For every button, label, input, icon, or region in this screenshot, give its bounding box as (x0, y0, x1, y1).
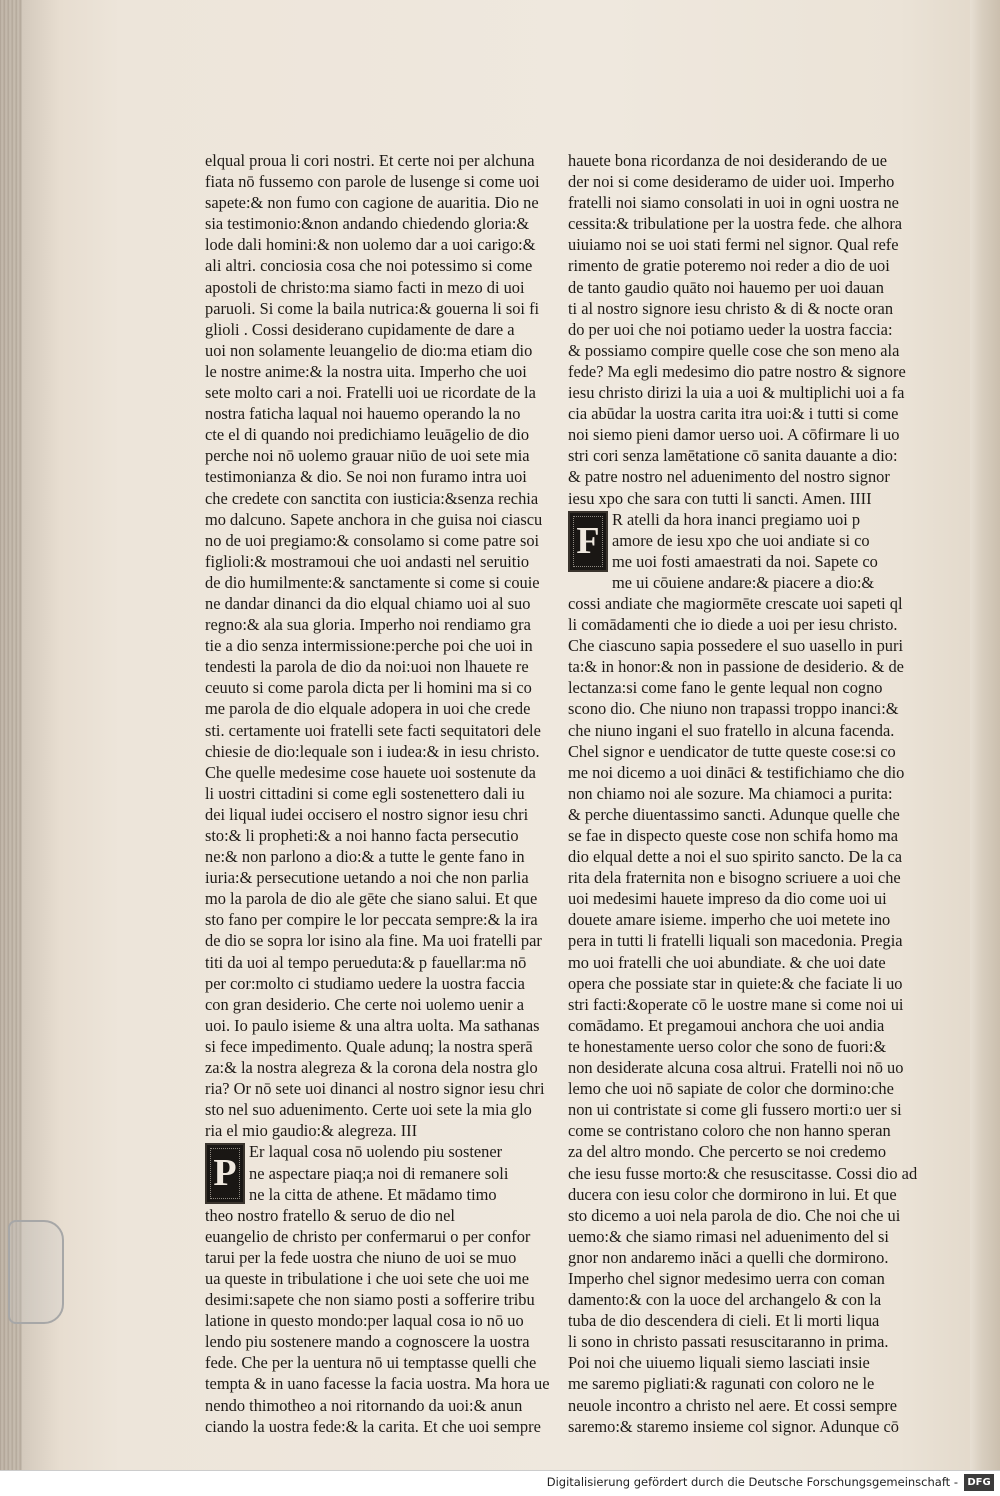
text-line: ria el mio gaudio:& alegreza. III (205, 1121, 418, 1141)
text-line: pera in tutti li fratelli liquali son macedonia. Pregia (568, 931, 903, 951)
text-line: douete amare isieme. imperho che uoi metete ino (568, 910, 891, 930)
text-line: sia testimonio:&non andando chiedendo gloria:& (205, 214, 530, 234)
text-line: li sono in christo passati resuscitaranno in prima. (568, 1332, 889, 1352)
text-line: Poi noi che uiuemo liquali siemo lasciati insie (568, 1353, 870, 1373)
text-line: mo dalcuno. Sapete anchora in che guisa noi ciascu (205, 509, 543, 529)
text-line: uoi medesimi hauete impreso da dio come uoi ui (568, 889, 887, 909)
text-line: za del altro mondo. Che percerto se noi credemo (568, 1142, 887, 1162)
text-line: titi da uoi al tempo perueduta:& p fauellar:ma nō (205, 952, 527, 972)
text-line: ti al nostro signore iesu christo & di & nocte oran (568, 298, 894, 318)
text-line: cia abūdar la uostra carita itra uoi:& i tutti si come (568, 404, 899, 424)
text-line: comādamo. Et pregamoui anchora che uoi andia (568, 1015, 885, 1035)
text-line: amore de iesu xpo che uoi andiate si co (612, 530, 870, 550)
text-line: sti. certamente uoi fratelli sete facti sequitatori dele (205, 720, 541, 740)
text-line: glioli . Cossi desiderano cupidamente de dare a (205, 319, 515, 339)
text-line: ne dandar dinanci da dio elqual chiamo uoi al suo (205, 593, 531, 613)
text-line: uoi. Io paulo isieme & una altra uolta. Ma sathanas (205, 1015, 540, 1035)
text-line: sete molto cari a noi. Fratelli uoi ue ricordate de la (205, 383, 536, 403)
dfg-logo: DFG (964, 1474, 994, 1491)
text-line: lendo piu sostenere mando a cognoscere la uostra (205, 1332, 530, 1352)
right-chapter-start (568, 509, 918, 593)
text-line: lectanza:si come fano le gente lequal non cogno (568, 678, 883, 698)
text-line: uemo:& che siamo rimasi nel aduenimento del si (568, 1226, 889, 1246)
left-column-continuation (205, 1205, 555, 1437)
text-line: ua queste in tribulatione i che uoi sete che uoi me (205, 1268, 530, 1288)
text-line: nendo thimotheo a noi ritornando da uoi:& anun (205, 1395, 523, 1415)
text-line: sapete:& non fumo con cagione de auaritia. Dio ne (205, 193, 539, 213)
text-line: Che ciascuno sapia possedere el suo uasello in puri (568, 636, 904, 656)
text-line: che iesu fusse morto:& che resuscitasse. Cossi dio ad (568, 1163, 918, 1183)
text-line: neuole incontro a christo nel aere. Et cossi sempre (568, 1395, 898, 1415)
right-initial-lines (612, 509, 918, 593)
text-line: cte el di quando noi predichiamo leuāgelio de dio (205, 425, 530, 445)
text-line: me parola de dio elquale adopera in uoi che crede (205, 699, 531, 719)
text-line: gnor non andaremo inăci a quelli che dormirono. (568, 1247, 889, 1267)
text-line: cossi andiate che magiormēte crescate uoi sapeti ql (568, 593, 903, 613)
text-line: iesu christo dirizi la uia a uoi & multiplichi uoi a fa (568, 383, 905, 403)
text-line: fiata nō fussemo con parole de lusenge si come uoi (205, 172, 540, 192)
text-line: chiesie de dio:lequale son i iudea:& in iesu christo. (205, 741, 540, 761)
text-line: ducera con iesu color che dormirono in lui. Et que (568, 1184, 897, 1204)
text-line: fede? Ma egli medesimo dio patre nostro & signore (568, 361, 906, 381)
text-line: latione in questo mondo:per laqual cosa io nō uo (205, 1311, 524, 1331)
text-line: desimi:sapete che non siamo posti a sofferire tribu (205, 1290, 535, 1310)
text-line: tendesti la parola de dio da noi:uoi non lhauete re (205, 657, 529, 677)
text-line: euangelio de christo per confermarui o per confor (205, 1226, 531, 1246)
text-line: regno:& ala sua gloria. Imperho noi rendiamo gra (205, 615, 531, 635)
text-line: Imperho chel signor medesimo uerra con coman (568, 1268, 885, 1288)
text-line: ria? Or nō sete uoi dinanci al nostro signor iesu chri (205, 1079, 545, 1099)
decorated-initial-letter: P (205, 1143, 245, 1204)
text-line: le nostre anime:& la nostra uita. Imperho che uoi (205, 361, 527, 381)
text-line: apostoli de christo:ma siamo facti in mezo di uoi (205, 277, 525, 297)
text-line: li uostri cittadini si come egli sostenettero dali iu (205, 783, 525, 803)
text-line: ne la citta de athene. Et mādamo timo (249, 1184, 497, 1204)
text-line: me noi dicemo a uoi dināci & testifichiamo che dio (568, 762, 905, 782)
text-line: hauete bona ricordanza de noi desiderando de ue (568, 151, 888, 170)
text-line: ne:& non parlono a dio:& a tutte le gente fano in (205, 847, 525, 867)
right-column-continuation (568, 593, 918, 1437)
text-line: de dio se sopra lor isino ala fine. Ma uoi fratelli par (205, 931, 542, 951)
text-line: come se contristano coloro che non hanno speran (568, 1121, 891, 1141)
text-line: de dio humilmente:& sanctamente si come si couie (205, 572, 540, 592)
text-line: per cor:molto ci studiamo uedere la uostra faccia (205, 973, 525, 993)
left-text-column (205, 150, 555, 1437)
text-line: no de uoi pregiamo:& consolamo si come patre soi (205, 530, 540, 550)
digitization-footer (0, 1470, 1000, 1496)
text-line: de tanto gaudio quāto noi hauemo per uoi dauan (568, 277, 884, 297)
text-line: Che quelle medesime cose hauete uoi sostenute da (205, 762, 536, 782)
text-line: Chel signor e uendicator de tutte queste cose:si co (568, 741, 896, 761)
text-line: lode dali homini:& non uolemo dar a uoi carigo:& (205, 235, 536, 255)
text-line: sto nel suo aduenimento. Certe uoi sete la mia glo (205, 1100, 532, 1120)
text-line: rita dela fraternita non e bisogno scriuere a uoi che (568, 868, 901, 888)
text-line: stri facti:&operate cō le uostre mane si come noi ui (568, 994, 904, 1014)
text-line: cessita:& tribulatione per la uostra fede. che alhora (568, 214, 903, 234)
text-line: me uoi fosti amaestrati da noi. Sapete co (612, 551, 878, 571)
text-line: do per uoi che noi potiamo ueder la uostra faccia: (568, 319, 893, 339)
text-line: tuba de dio descendera di cieli. Et li morti liqua (568, 1311, 880, 1331)
text-line: li comādamenti che io diede a uoi per iesu christo. (568, 615, 898, 635)
right-text-column (568, 150, 918, 1437)
text-line: theo nostro fratello & seruo de dio nel (205, 1205, 455, 1225)
text-line: si fece impedimento. Quale adunq; la nostra sperā (205, 1036, 533, 1056)
funding-credit: Digitalisierung gefördert durch die Deutsche Forschungsgemeinschaft - (546, 1475, 958, 1489)
text-line: perche noi nō uolemo grauar niūo de uoi sete mia (205, 446, 530, 466)
text-line: fede. Che per la uentura nō ui temptasse quelli che (205, 1353, 537, 1373)
text-line: paruoli. Si come la baila nutrica:& gouerna li soi fi (205, 298, 540, 318)
left-initial-lines (249, 1141, 555, 1204)
text-line: ali altri. conciosia cosa che noi potessimo si come (205, 256, 533, 276)
left-chapter-start (205, 1141, 555, 1204)
text-line: se fae in dispecto queste cose non schifa homo ma (568, 826, 898, 845)
text-line: noi siemo pieni damor uerso uoi. A cōfirmare li uo (568, 425, 900, 445)
text-line: stri cori senza lamētatione cō sanita dauante a dio: (568, 446, 898, 466)
text-line: scono dio. Che niuno non trapassi troppo inanci:& (568, 699, 899, 719)
text-line: non desiderate alcuna cosa altrui. Fratelli noi nō uo (568, 1058, 904, 1078)
text-line: nostra faticha laqual noi hauemo operando la no (205, 404, 521, 424)
text-line: uoi non solamente leuangelio de dio:ma etiam dio (205, 340, 533, 360)
text-line: me ui cōuiene andare:& piacere a dio:& (612, 572, 875, 592)
text-line: che credete con sanctita con iusticia:&senza rechia (205, 488, 539, 508)
text-line: uiuiamo noi se uoi stati fermi nel signor. Qual refe (568, 235, 899, 255)
text-line: lemo che uoi nō sapiate de color che dormino:che (568, 1079, 894, 1099)
text-line: elqual proua li cori nostri. Et certe noi per alchuna (205, 151, 535, 170)
text-line: sto dicemo a uoi nela parola de dio. Che noi che ui (568, 1205, 901, 1225)
text-line: za:& la nostra alegreza & la corona dela nostra glo (205, 1058, 538, 1078)
text-line: tempta & in uano facesse la facia uostra. Ma hora ue (205, 1374, 550, 1394)
text-line: mo la parola de dio ale gēte che siano salui. Et que (205, 889, 538, 909)
text-line: con gran desiderio. Che certe noi uolemo uenir a (205, 994, 525, 1014)
left-column-body (205, 150, 555, 1141)
text-line: sto fano per compire le lor peccata sempre:& la ira (205, 910, 538, 930)
text-line: Er laqual cosa nō uolendo piu sostener (249, 1142, 503, 1162)
text-line: ne aspectare piaq;a noi di remanere soli (249, 1163, 509, 1183)
text-line: non chiamo noi ale sozure. Ma chiamoci a purita: (568, 783, 893, 803)
text-line: & perche diuentassimo sancti. Adunque quelle che (568, 804, 900, 824)
text-line: damento:& con la uoce del archangelo & con la (568, 1290, 882, 1310)
text-line: che niuno ingani el suo fratello in alcuna facenda. (568, 720, 895, 740)
text-line: dio elqual dette a noi el suo spirito sancto. De la ca (568, 847, 903, 867)
text-line: der noi si come desideramo de uider uoi. Imperho (568, 172, 895, 192)
text-line: dei liqual iudei occisero el nostro signor iesu chri (205, 804, 529, 824)
book-clasp (8, 1220, 64, 1324)
facing-page-edge (970, 0, 1000, 1470)
text-line: ta:& in honor:& non in passione de desiderio. & de (568, 657, 904, 677)
text-line: non ui contristate si come gli fussero morti:o uer si (568, 1100, 902, 1120)
text-line: ciando la uostra fede:& la carita. Et che uoi sempre (205, 1416, 541, 1436)
text-line: R atelli da hora inanci pregiamo uoi p (612, 509, 861, 529)
text-line: iuria:& persecutione uetando a noi che non parlia (205, 868, 529, 888)
text-line: rimento de gratie poteremo noi reder a dio de uoi (568, 256, 890, 276)
text-line: me saremo pigliati:& ragunati con coloro ne le (568, 1374, 875, 1394)
text-line: sto:& li propheti:& a noi hanno facta persecutio (205, 826, 519, 845)
text-line: tie a dio senza intermissione:perche poi che uoi in (205, 636, 533, 656)
text-line: ceuuto si come parola dicta per li homini ma si co (205, 678, 532, 698)
right-column-body (568, 150, 918, 509)
text-line: saremo:& staremo insieme col signor. Adunque cō (568, 1416, 899, 1436)
text-line: iesu xpo che sara con tutti li sancti. Amen. IIII (568, 488, 872, 508)
text-line: fratelli noi siamo consolati in uoi in ogni uostra ne (568, 193, 899, 213)
text-line: & possiamo compire quelle cose che son meno ala (568, 340, 900, 360)
text-line: te honestamente uerso color che sono de fuori:& (568, 1036, 887, 1056)
text-line: testimonianza & dio. Se noi non furamo intra uoi (205, 467, 527, 487)
text-line: & patre nostro nel aduenimento del nostro signor (568, 467, 890, 487)
text-line: mo uoi fratelli che uoi abundiate. & che uoi date (568, 952, 886, 972)
text-line: opera che possiate star in quiete:& che faciate li uo (568, 973, 903, 993)
text-line: figlioli:& mostramoui che uoi andasti nel seruitio (205, 551, 530, 571)
text-line: tarui per la fede uostra che niuno de uoi se muo (205, 1247, 517, 1267)
decorated-initial-letter: F (568, 511, 608, 572)
